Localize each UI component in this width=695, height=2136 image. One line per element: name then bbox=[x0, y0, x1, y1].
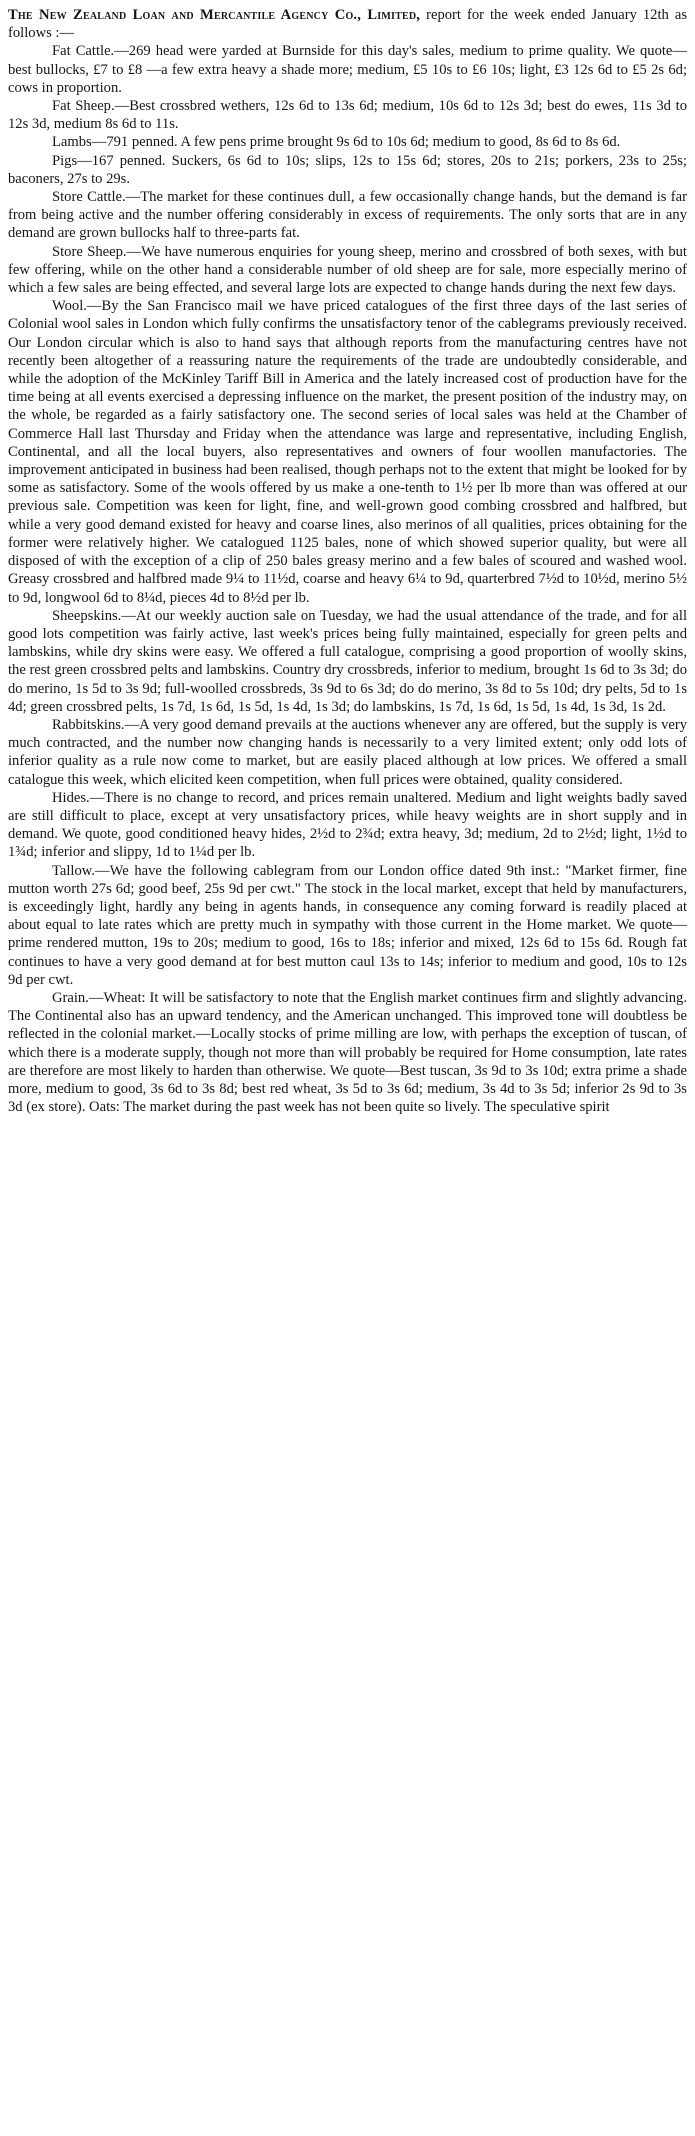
store-sheep-paragraph: Store Sheep.—We have numerous enquiries for young sheep, merino and crossbred of both sexes, with but few offering, while on the other hand a considerable number of old sheep are for sale, more especially merino of which a few sales are being effected, and several large lots are expected to change hands during the next few days. bbox=[8, 243, 687, 297]
fat-cattle-paragraph: Fat Cattle.—269 head were yarded at Burnside for this day's sales, medium to prime quality. We quote—best bullocks, £7 to £8 —a few extra heavy a shade more; medium, £5 10s to £6 10s; light, £3 12s 6d to £5 2s 6d; cows in proportion. bbox=[8, 43, 687, 96]
store-cattle-paragraph: Store Cattle.—The market for these continues dull, a few occasionally change hands, but the demand is far from being active and the number offering considerably in excess of requirements. The only sorts that are in any demand are grown bullocks half to three-parts fat. bbox=[8, 189, 687, 242]
sheepskins-paragraph: Sheepskins.—At our weekly auction sale on Tuesday, we had the usual attendance of the trade, and for all good lots competition was fairly active, last week's prices being fully maintained, especially for green pelts and lambskins, while dry skins were easy. We offered a full catalogue, comprising a good proportion of woolly skins, the rest green crossbred pelts and lambskins. Country dry crossbreds, inferior to medium, brought 1s 6d to 3s 3d; do do merino, 1s 5d to 3s 9d; full-woolled crossbreds, 3s 9d to 6s 3d; do do merino, 3s 8d to 5s 10d; dry pelts, 5d to 1s 4d; green crossbred pelts, 1s 7d, 1s 6d, 1s 5d, 1s 4d, 1s 3d; do lambskins, 1s 7d, 1s 6d, 1s 5d, 1s 4d, 1s 3d, 1s 2d. bbox=[8, 607, 687, 715]
wool-paragraph: Wool.—By the San Francisco mail we have priced catalogues of the first three days of the last series of Colonial wool sales in London which fully confirms the unsatisfactory tenor of the cablegrams previously received. Our London circular which is also to hand says that although reports from the manufacturing centres have not recently been altogether of a reassuring nature the requirements of the trade are undoubtedly considerable, and while the adoption of the McKinley Tariff Bill in America and the lately increased cost of production have for the time being at all events exercised a depressing influence on the market, the present position of the industry may, on the whole, be regarded as a fairly satisfactory one. The second series of local sales was held at the Chamber of Commerce Hall last Thursday and Friday when the attendance was large and representative, including English, Continental, and all the local buyers, also representatives and owners of four woollen manufactories. The improvement anticipated in business had been realised, though perhaps not to the extent that might be looked for by some as satisfactory. Some of the wools offered by us make a one-tenth to 1½ per lb more than was offered at our previous sale. Competition was keen for light, fine, and well-grown good combing crossbred and halfbred, but while a very good demand existed for heavy and coarse lines, also merinos of all qualities, prices obtaining for the former were relatively higher. We catalogued 1125 bales, none of which showed superior quality, but were all disposed of with the exception of a clip of 250 bales greasy merino and a few bales of scoured and washed wool. Greasy crossbred and halfbred made 9¼ to 11½d, coarse and heavy 6¼ to 9d, quarterbred 7½d to 10½d, merino 5½ to 9d, longwool 6d to 8¼d, pieces 4d to 8½d per lb. bbox=[8, 298, 687, 606]
fat-sheep-paragraph: Fat Sheep.—Best crossbred wethers, 12s 6d to 13s 6d; medium, 10s 6d to 12s 3d; best do ewes, 11s 3d to 12s 3d, medium 8s 6d to 11s. bbox=[8, 98, 687, 133]
tallow-paragraph: Tallow.—We have the following cablegram from our London office dated 9th inst.: "Market firmer, fine mutton worth 27s 6d; good beef, 25s 9d per cwt." The stock in the local market, except that held by manufacturers, is exceedingly light, hardly any being in agents hands, in consequence any coming forward is readily placed at about equal to late rates which are pretty much in sympathy with those current in the Home market. We quote—prime rendered mutton, 19s to 20s; medium to good, 16s to 18s; inferior and mixed, 12s 6d to 15s 6d. Rough fat continues to have a very good demand at for best mutton caul 13s to 14s; inferior to medium and good, 10s to 12s 9d per cwt. bbox=[8, 862, 687, 988]
article-intro-paragraph bbox=[8, 6, 687, 42]
hides-paragraph: Hides.—There is no change to record, and prices remain unaltered. Medium and light weights badly saved are still difficult to place, except at very unsatisfactory prices, while heavy weights are in short supply and in demand. We quote, good conditioned heavy hides, 2½d to 2¾d; extra heavy, 3d; medium, 2d to 2½d; light, 1½d to 1¾d; inferior and slippy, 1d to 1¼d per lb. bbox=[8, 789, 687, 861]
pigs-paragraph: Pigs—167 penned. Suckers, 6s 6d to 10s; slips, 12s to 15s 6d; stores, 20s to 21s; porkers, 23s to 25s; baconers, 27s to 29s. bbox=[8, 152, 687, 187]
article-intro: report for the week ended January 12th as follows :— bbox=[8, 7, 687, 42]
lambs-paragraph: Lambs—791 penned. A few pens prime brought 9s 6d to 10s 6d; medium to good, 8s 6d to 8s 6d. bbox=[52, 134, 621, 151]
rabbitskins-paragraph: Rabbitskins.—A very good demand prevails at the auctions whenever any are offered, but the supply is very much contracted, and the number now changing hands is necessarily to a very limited extent; only odd lots of inferior quality as a rule now come to market, but are easily placed although at low prices. We offered a small catalogue this week, which elicited keen competition, when full prices were obtained, quality considered. bbox=[8, 716, 687, 788]
grain-paragraph: Grain.—Wheat: It will be satisfactory to note that the English market continues firm and slightly advancing. The Continental also has an upward tendency, and the American unchanged. This improved tone will doubtless be reflected in the colonial market.—Locally stocks of prime milling are low, with perhaps the exception of tuscan, of which there is a moderate supply, though not more than will probably be required for Home consumption, late rates are therefore are most likely to harden than otherwise. We quote—Best tuscan, 3s 9d to 3s 10d; extra prime a shade more, medium to good, 3s 6d to 3s 8d; best red wheat, 3s 5d to 3s 6d; medium, 3s 4d to 3s 5d; inferior 2s 9d to 3s 3d (ex store). Oats: The market during the past week has not been quite so lively. The speculative spirit bbox=[8, 989, 687, 1116]
article-heading: The New Zealand Loan and Mercantile Agency Co., Limited, bbox=[8, 7, 421, 23]
